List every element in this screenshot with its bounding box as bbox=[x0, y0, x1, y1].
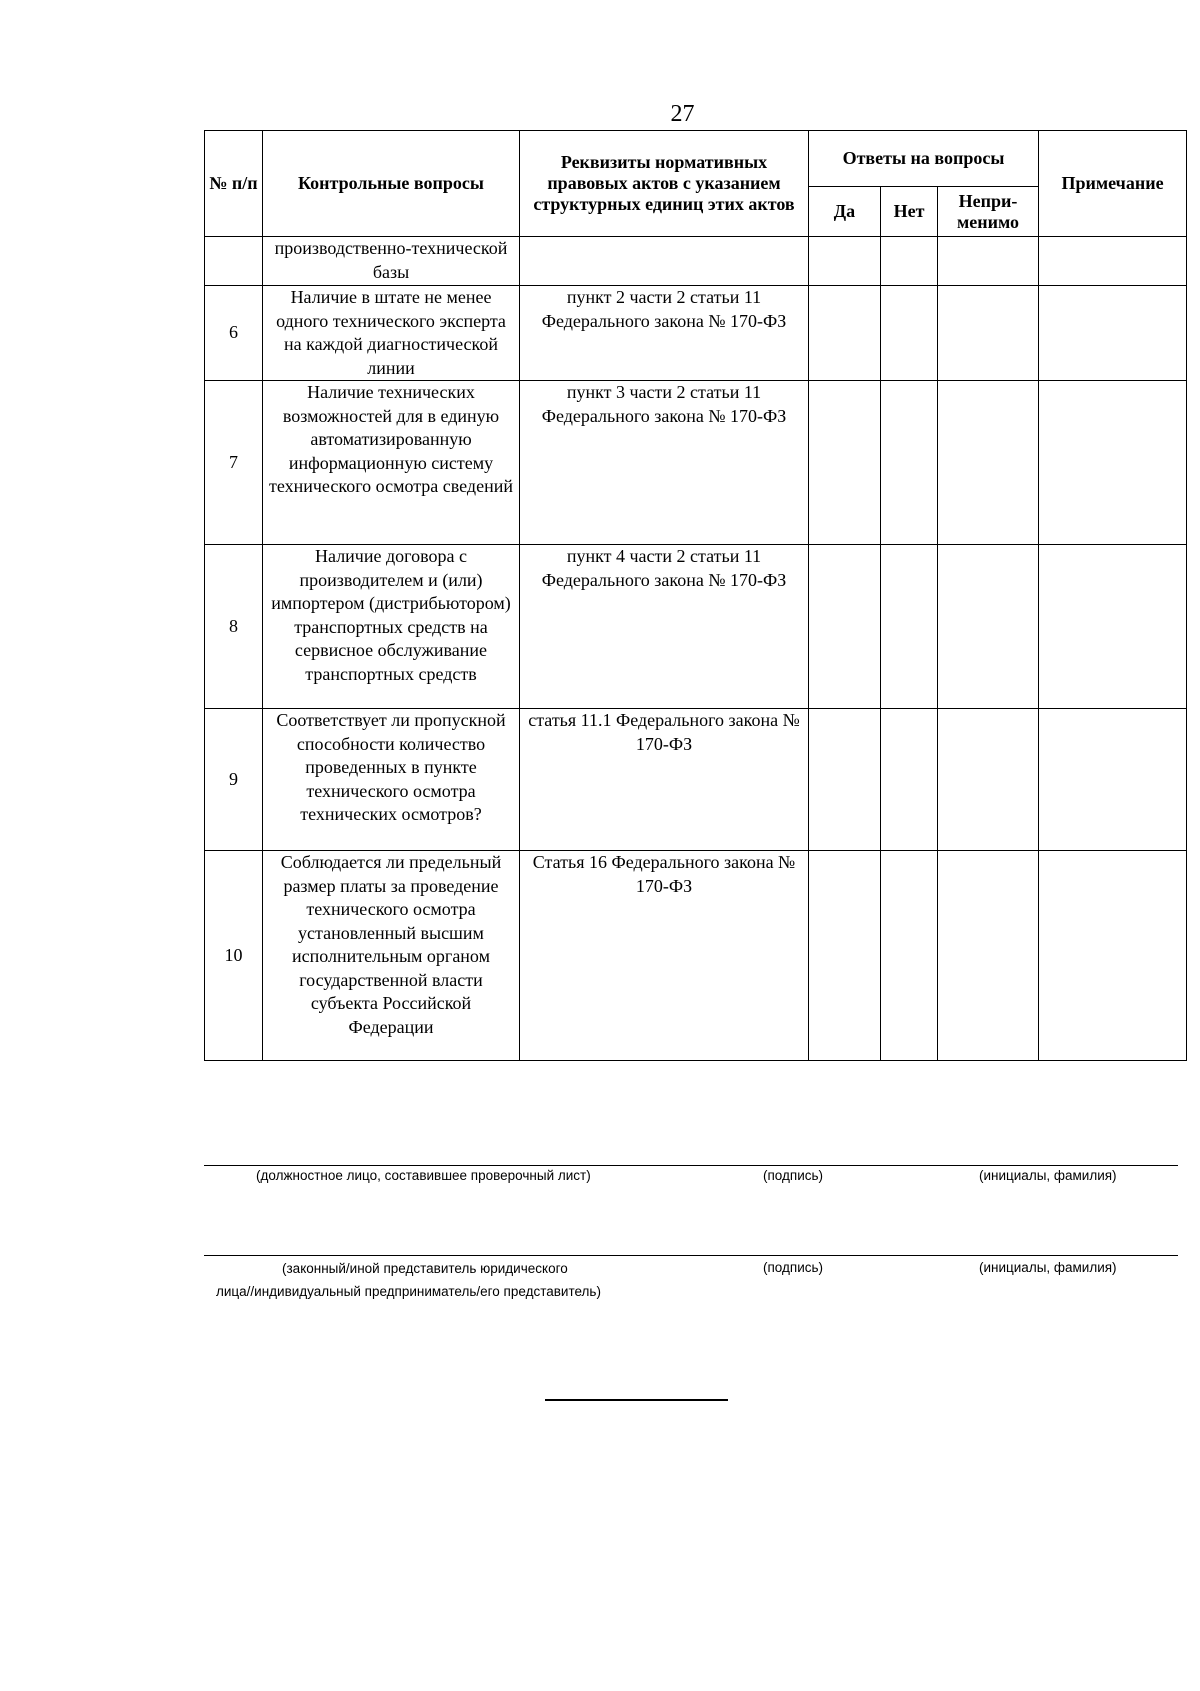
header-no: Нет bbox=[881, 187, 938, 237]
checklist-table bbox=[204, 130, 1187, 1061]
table-row bbox=[205, 851, 1187, 1061]
answer-yes-cell[interactable] bbox=[809, 237, 881, 286]
row-question: Наличие в штате не менее одного технического эксперта на каждой диагностической линии bbox=[263, 286, 520, 381]
header-yes: Да bbox=[809, 187, 881, 237]
note-cell[interactable] bbox=[1039, 286, 1187, 381]
row-num: 9 bbox=[205, 709, 263, 851]
representative-caption-line1: (законный/иной представитель юридического bbox=[282, 1261, 568, 1276]
row-requisites bbox=[520, 237, 809, 286]
answer-no-cell[interactable] bbox=[881, 545, 938, 709]
answer-no-cell[interactable] bbox=[881, 851, 938, 1061]
note-cell[interactable] bbox=[1039, 237, 1187, 286]
answer-yes-cell[interactable] bbox=[809, 851, 881, 1061]
answer-no-cell[interactable] bbox=[881, 286, 938, 381]
note-cell[interactable] bbox=[1039, 851, 1187, 1061]
header-na: Непри-менимо bbox=[938, 187, 1039, 237]
representative-signature-line bbox=[204, 1255, 1178, 1256]
answer-no-cell[interactable] bbox=[881, 381, 938, 545]
row-num: 6 bbox=[205, 286, 263, 381]
end-rule bbox=[545, 1399, 728, 1401]
row-num bbox=[205, 237, 263, 286]
answer-yes-cell[interactable] bbox=[809, 709, 881, 851]
table-row bbox=[205, 381, 1187, 545]
row-requisites: пункт 2 части 2 статьи 11 Федерального закона № 170-ФЗ bbox=[520, 286, 809, 381]
row-requisites: пункт 3 части 2 статьи 11 Федерального закона № 170-ФЗ bbox=[520, 381, 809, 545]
official-caption: (должностное лицо, составившее проверочный лист) bbox=[256, 1168, 591, 1183]
header-num: № п/п bbox=[205, 131, 263, 237]
header-question: Контрольные вопросы bbox=[263, 131, 520, 237]
official-initials-caption: (инициалы, фамилия) bbox=[979, 1168, 1117, 1183]
table-row bbox=[205, 286, 1187, 381]
row-requisites: пункт 4 части 2 статьи 11 Федерального закона № 170-ФЗ bbox=[520, 545, 809, 709]
row-question: Соблюдается ли предельный размер платы за проведение технического осмотра установленный высшим исполнительным органом государственной власти субъекта Российской Федерации bbox=[263, 851, 520, 1061]
header-answers: Ответы на вопросы bbox=[809, 131, 1039, 187]
table-row bbox=[205, 237, 1187, 286]
answer-na-cell[interactable] bbox=[938, 851, 1039, 1061]
header-requisites: Реквизиты нормативных правовых актов с указанием структурных единиц этих актов bbox=[520, 131, 809, 237]
answer-na-cell[interactable] bbox=[938, 709, 1039, 851]
table-row bbox=[205, 709, 1187, 851]
table-row bbox=[205, 545, 1187, 709]
answer-na-cell[interactable] bbox=[938, 381, 1039, 545]
row-requisites: Статья 16 Федерального закона № 170-ФЗ bbox=[520, 851, 809, 1061]
header-note: Примечание bbox=[1039, 131, 1187, 237]
answer-no-cell[interactable] bbox=[881, 237, 938, 286]
row-num: 8 bbox=[205, 545, 263, 709]
note-cell[interactable] bbox=[1039, 381, 1187, 545]
note-cell[interactable] bbox=[1039, 545, 1187, 709]
row-num: 10 bbox=[205, 851, 263, 1061]
answer-na-cell[interactable] bbox=[938, 286, 1039, 381]
row-question: Соответствует ли пропускной способности количество проведенных в пункте технического осмотра технических осмотров? bbox=[263, 709, 520, 851]
note-cell[interactable] bbox=[1039, 709, 1187, 851]
answer-na-cell[interactable] bbox=[938, 545, 1039, 709]
answer-yes-cell[interactable] bbox=[809, 286, 881, 381]
row-requisites: статья 11.1 Федерального закона № 170-ФЗ bbox=[520, 709, 809, 851]
answer-yes-cell[interactable] bbox=[809, 381, 881, 545]
row-num: 7 bbox=[205, 381, 263, 545]
row-question: Наличие технических возможностей для в единую автоматизированную информационную систему технического осмотра сведений bbox=[263, 381, 520, 545]
row-question: Наличие договора с производителем и (или) импортером (дистрибьютором) транспортных средств на сервисное обслуживание транспортных средств bbox=[263, 545, 520, 709]
answer-no-cell[interactable] bbox=[881, 709, 938, 851]
answer-na-cell[interactable] bbox=[938, 237, 1039, 286]
row-question: производственно-технической базы bbox=[263, 237, 520, 286]
representative-caption-line2: лица//индивидуальный предприниматель/его представитель) bbox=[216, 1284, 601, 1299]
official-signature-caption: (подпись) bbox=[763, 1168, 824, 1183]
page-number: 27 bbox=[670, 101, 695, 127]
representative-initials-caption: (инициалы, фамилия) bbox=[979, 1260, 1117, 1275]
representative-signature-caption: (подпись) bbox=[763, 1260, 824, 1275]
answer-yes-cell[interactable] bbox=[809, 545, 881, 709]
